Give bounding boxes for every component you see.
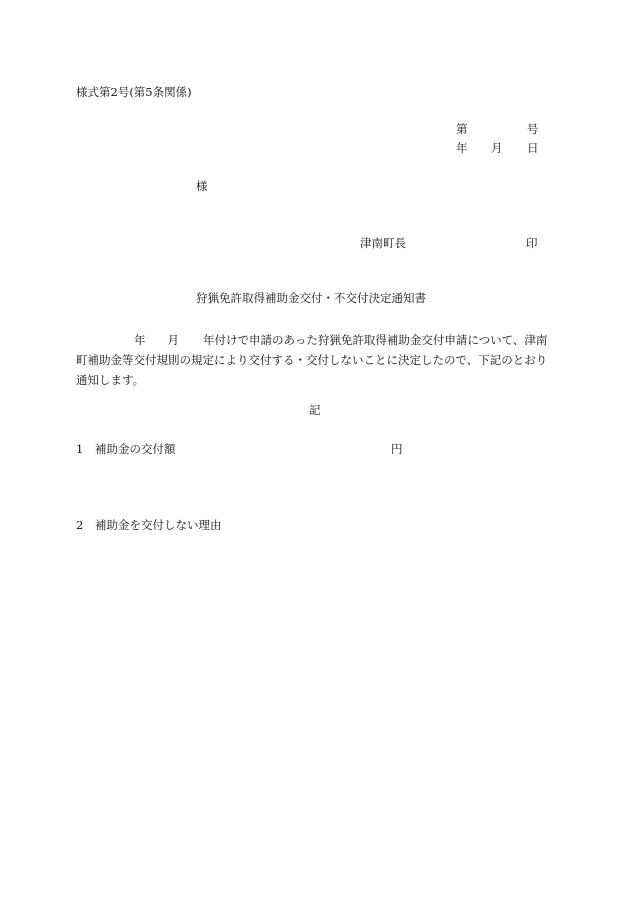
document-no-suffix: 号 [527, 122, 539, 136]
date-day-label: 日 [527, 141, 539, 155]
form-label: 様式第2号(第5条関係) [76, 85, 192, 99]
item-1-unit: 円 [391, 442, 403, 456]
recipient-honorific: 様 [196, 179, 208, 193]
item-1-label: 補助金の交付額 [95, 442, 176, 456]
body-month-label: 月 [167, 333, 179, 347]
ki-heading: 記 [309, 403, 321, 417]
date-month-label: 月 [491, 141, 503, 155]
item-2-label: 補助金を交付しない理由 [95, 518, 222, 532]
item-1-number: 1 [76, 442, 84, 456]
issuer-title: 津南町長 [360, 236, 406, 250]
issuer-seal: 印 [526, 236, 538, 250]
body-text: 年付けで申請のあった狩猟免許取得補助金交付申請について、津南町補助金等交付規則の規定により交付する・交付しないことに決定したので、下記のとおり通知します。 [76, 333, 548, 387]
item-2-number: 2 [76, 518, 84, 532]
notice-body [76, 330, 552, 390]
document-no-prefix: 第 [456, 122, 468, 136]
document-title: 狩猟免許取得補助金交付・不交付決定通知書 [196, 291, 426, 305]
date-year-label: 年 [456, 141, 468, 155]
body-year-label: 年 [134, 333, 146, 347]
